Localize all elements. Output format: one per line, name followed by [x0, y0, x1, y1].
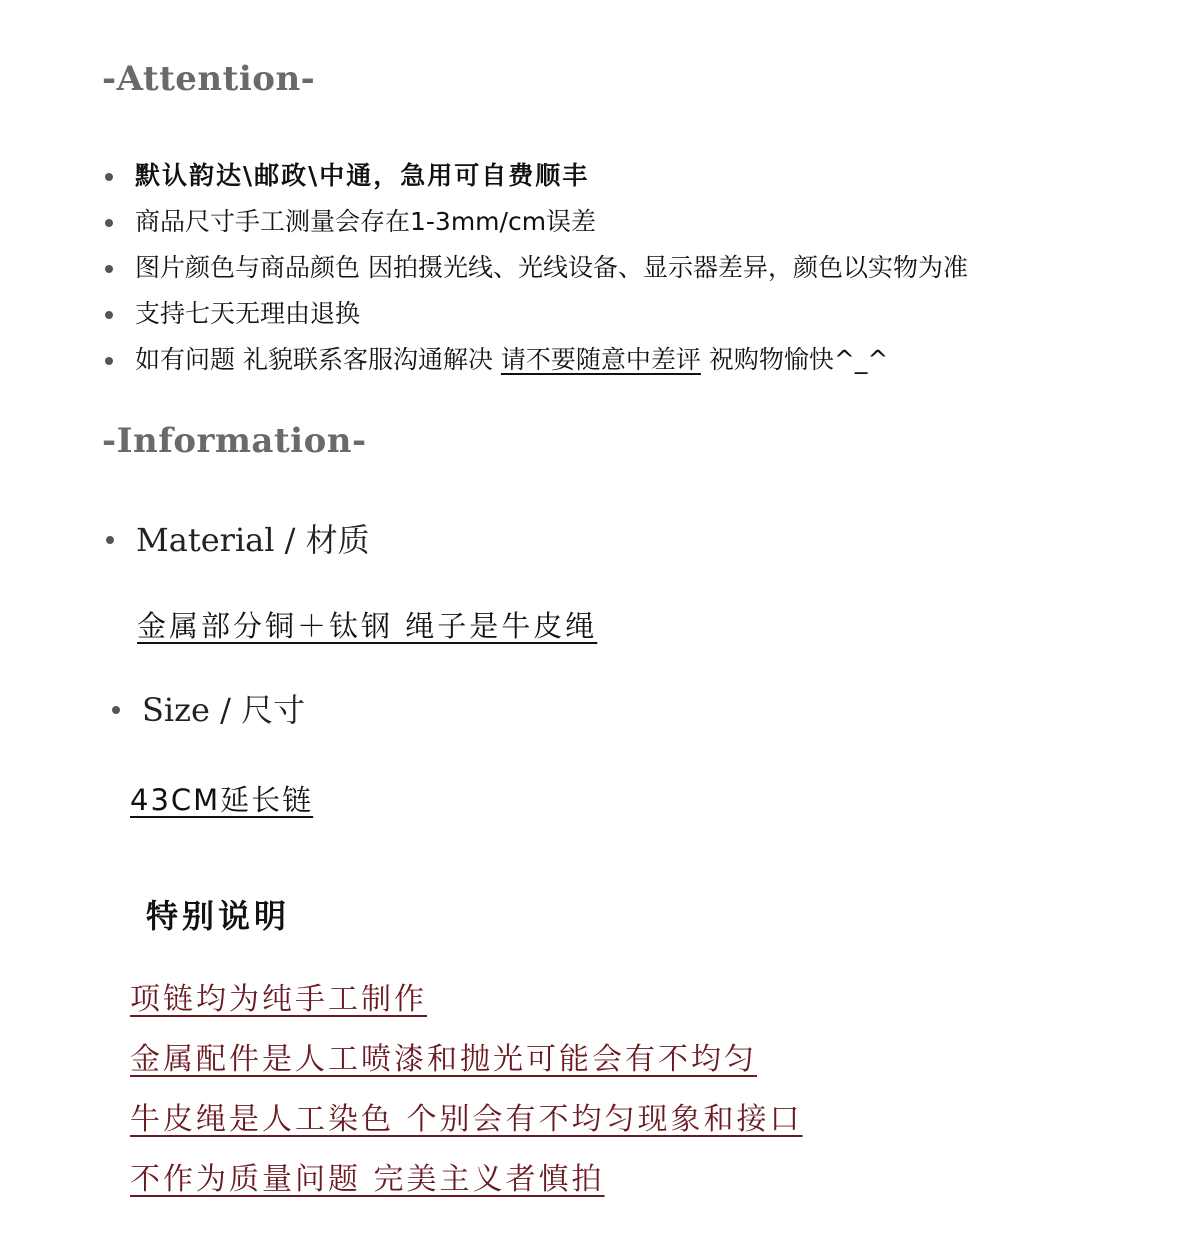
bullet-icon — [105, 173, 113, 181]
attention-item-shipping — [103, 158, 968, 204]
special-note: 项链均为纯手工制作 — [130, 982, 427, 1017]
bullet-icon — [105, 357, 113, 365]
attention-item-returns — [103, 296, 968, 342]
attention-item-text: 祝购物愉快^_^ — [700, 345, 889, 374]
special-notes-title: 特别说明 — [146, 897, 291, 935]
special-note: 牛皮绳是人工染色 个别会有不均匀现象和接口 — [130, 1102, 803, 1137]
attention-item-size-error — [103, 204, 968, 250]
attention-item-contact — [103, 342, 968, 388]
size-label — [112, 690, 305, 730]
attention-item-color — [103, 250, 968, 296]
attention-item-text: 默认韵达\邮政\中通，急用可自费顺丰 — [135, 161, 590, 190]
bullet-icon — [106, 536, 114, 544]
bullet-icon — [105, 311, 113, 319]
size-label-cn: 尺寸 — [241, 691, 306, 729]
attention-item-text: 支持七天无理由退换 — [135, 299, 361, 328]
attention-heading: -Attention- — [102, 59, 316, 99]
bullet-icon — [105, 265, 113, 273]
attention-item-text: 图片颜色与商品颜色 因拍摄光线、光线设备、显示器差异，颜色以实物为准 — [135, 253, 968, 282]
size-label-en: Size / — [142, 691, 242, 729]
material-label-en: Material / — [136, 521, 306, 559]
bullet-icon — [112, 706, 120, 714]
special-notes-list — [130, 980, 803, 1220]
bullet-icon — [105, 219, 113, 227]
attention-item-text: 如有问题 礼貌联系客服沟通解决 — [135, 345, 501, 374]
material-value: 金属部分铜＋钛钢 绳子是牛皮绳 — [137, 609, 598, 643]
information-heading: -Information- — [102, 421, 367, 461]
special-note: 金属配件是人工喷漆和抛光可能会有不均匀 — [130, 1042, 757, 1077]
material-label-cn: 材质 — [305, 521, 370, 559]
attention-item-underlined-text: 请不要随意中差评 — [500, 345, 701, 374]
material-label — [106, 520, 370, 560]
attention-item-text: 商品尺寸手工测量会存在1-3mm/cm误差 — [135, 207, 597, 236]
size-value: 43CM延长链 — [130, 783, 314, 817]
special-note: 不作为质量问题 完美主义者慎拍 — [130, 1162, 605, 1197]
attention-list — [103, 158, 968, 388]
